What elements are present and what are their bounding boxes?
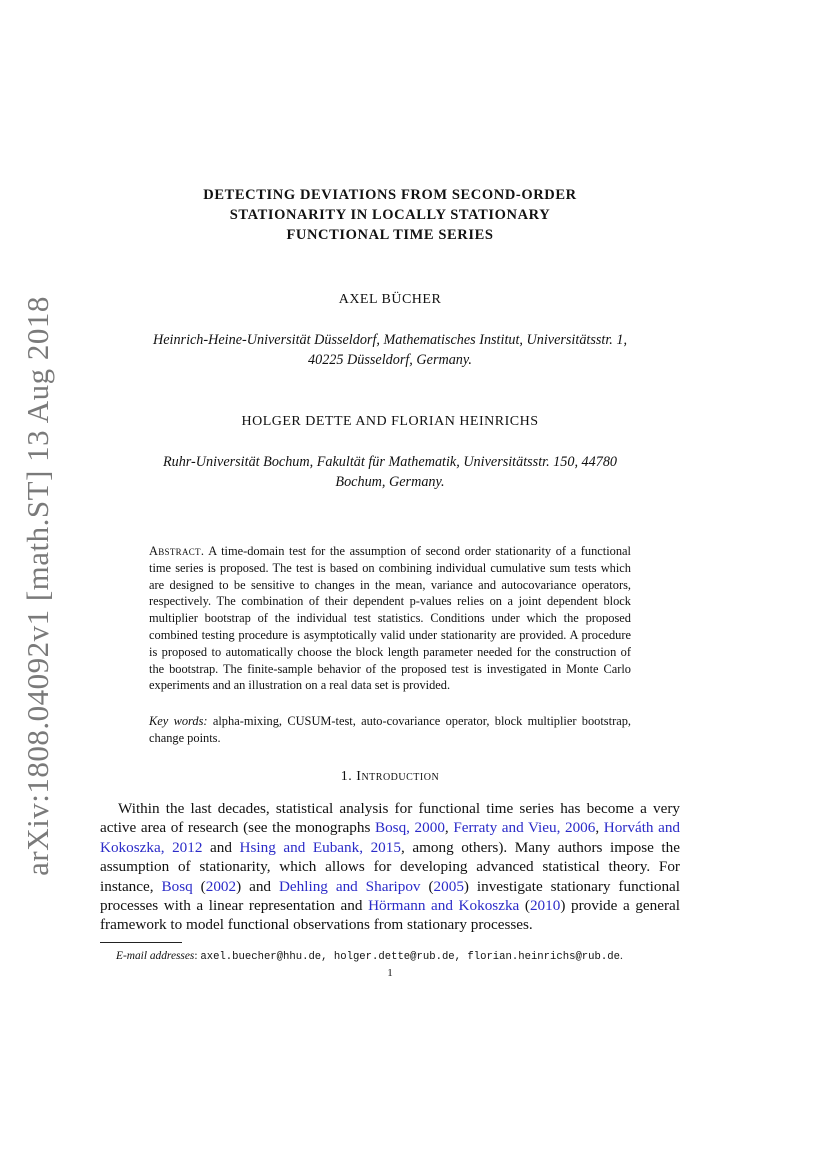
text-run: Within the last decades, statistical analysis for functional time series has become a very active area of research (see the monographs (100, 800, 680, 837)
abstract-text: A time-domain test for the assumption of second order stationarity of a functional time series is proposed. The test is based on combining individual cumulative sum tests which are designed to be sensitive to changes in the mean, variance and autocovariance operators, respectively. The combination of their dependent p-values relies on a joint dependent block multiplier bootstrap of the individual test statistics. Conditions under which the proposed combined testing procedure is asymptotically valid under stationarity are provided. A procedure is proposed to automatically choose the block length parameter needed for the construction of the bootstrap. The finite-sample behavior of the proposed test is investigated in Monte Carlo experiments and an illustration on a real data set is provided. (149, 544, 631, 693)
text-run: , (444, 819, 454, 837)
arxiv-identifier-stamp (18, 0, 58, 1171)
citation-link[interactable]: Hörmann and Kokoszka (368, 897, 520, 915)
abstract-label: Abstract. (149, 544, 205, 558)
text-run: ) and (236, 877, 279, 895)
author-name: HOLGER DETTE AND FLORIAN HEINRICHS (241, 414, 539, 429)
citation-link[interactable]: 2005 (433, 877, 464, 895)
paper-title (100, 185, 680, 245)
citation-link[interactable]: Bosq, 2000 (374, 819, 445, 837)
introduction-paragraph (100, 799, 680, 935)
text-run: ( (519, 897, 530, 915)
keywords-text: alpha-mixing, CUSUM-test, auto-covariance operator, block multiplier bootstrap, change points. (149, 714, 631, 745)
keywords-label: Key words: (149, 714, 208, 728)
arxiv-stamp-text: arXiv:1808.04092v1 [math.ST] 13 Aug 2018 (20, 295, 55, 876)
footnote-emails: E-mail addresses: axel.buecher@hhu.de, holger.dette@rub.de, florian.heinrichs@rub.de. (116, 950, 623, 963)
text-run: , (595, 819, 604, 837)
page-number: 1 (387, 967, 393, 979)
title-line: FUNCTIONAL TIME SERIES (286, 227, 494, 243)
citation-link[interactable]: Ferraty and Vieu, 2006 (453, 819, 596, 837)
citation-link[interactable]: Horváth and Kokoszka, 2012 (100, 819, 681, 856)
affiliation-line: 40225 Düsseldorf, Germany. (308, 352, 472, 368)
text-run: ) investigate stationary functional processes with a linear representation and (100, 877, 681, 915)
text-run: ( (192, 877, 206, 895)
footnote-rule (100, 942, 182, 943)
affiliation-line: Ruhr-Universität Bochum, Fakultät für Mathematik, Universitätsstr. 150, 44780 (162, 454, 618, 470)
footnote-label: E-mail addresses (116, 950, 195, 962)
text-run: ) provide a general framework to model functional observations from stationary processes. (100, 897, 681, 934)
introduction-body (100, 799, 680, 935)
section-heading (100, 769, 680, 785)
email-addresses[interactable]: axel.buecher@hhu.de, holger.dette@rub.de, florian.heinrichs@rub.de (200, 951, 620, 963)
title-line: DETECTING DEVIATIONS FROM SECOND-ORDER (203, 187, 577, 203)
section-title: Introduction (356, 769, 440, 784)
author-affiliation (100, 330, 680, 370)
citation-link[interactable]: 2010 (529, 897, 561, 915)
citation-link[interactable]: 2002 (205, 877, 237, 895)
text-run: and (202, 838, 240, 856)
title-line: STATIONARITY IN LOCALLY STATIONARY (229, 207, 551, 223)
text-run: ( (420, 877, 434, 895)
citation-link[interactable]: Dehling and Sharipov (278, 877, 421, 895)
keywords (149, 713, 631, 747)
citation-link[interactable]: Hsing and Eubank, 2015 (239, 838, 401, 856)
author-affiliation (100, 452, 680, 492)
affiliation-line: Bochum, Germany. (335, 474, 445, 490)
author-name: AXEL BÜCHER (338, 292, 442, 307)
abstract (149, 543, 631, 694)
affiliation-line: Heinrich-Heine-Universität Düsseldorf, Mathematisches Institut, Universitätsstr. 1, (152, 332, 628, 348)
section-number: 1. (340, 769, 353, 784)
citation-link[interactable]: Bosq (161, 877, 193, 895)
text-run: , among others). Many authors impose the assumption of stationarity, which allows for developing advanced statistical theory. For instance, (100, 838, 680, 895)
